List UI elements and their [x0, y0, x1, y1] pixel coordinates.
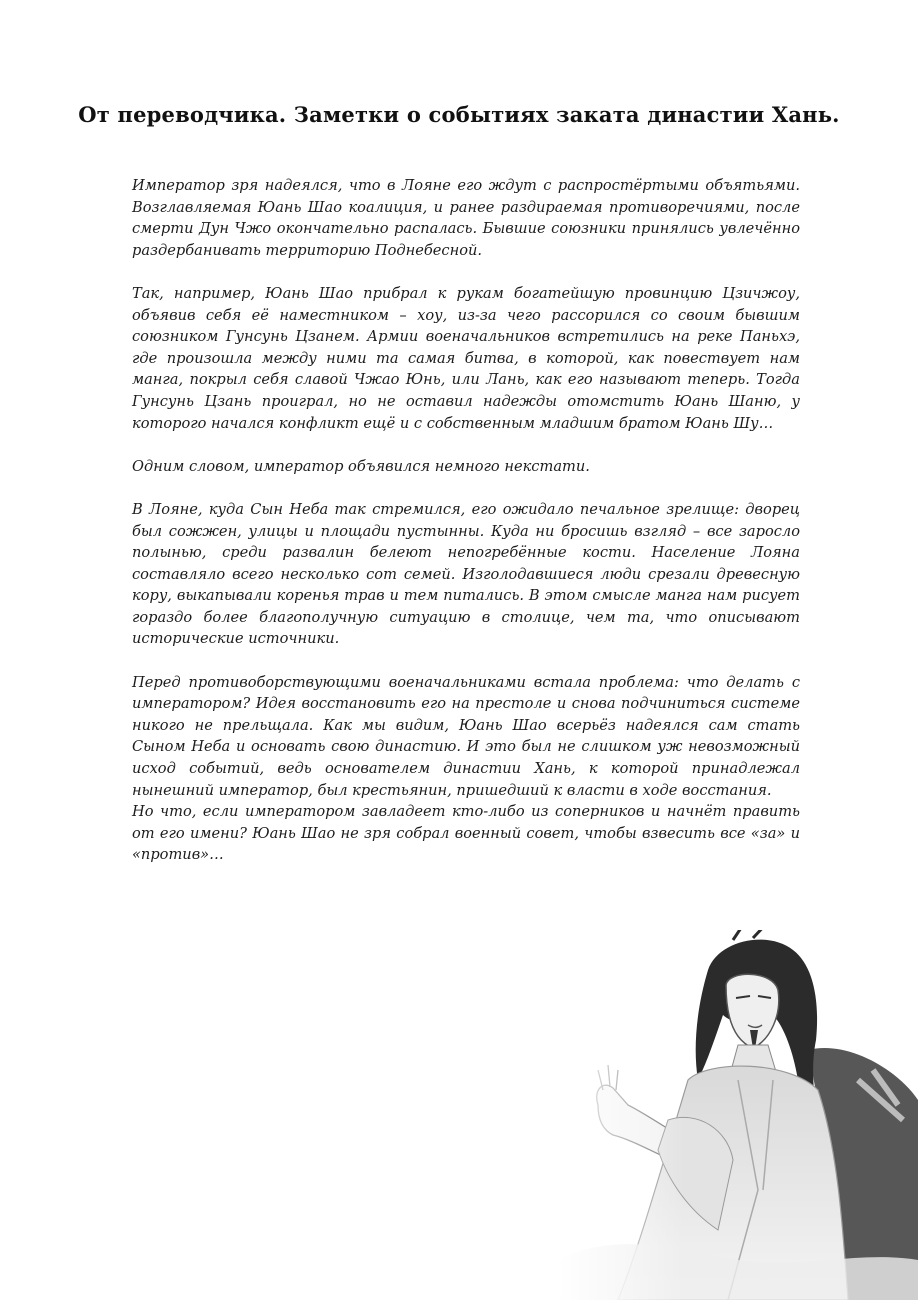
- manga-character-illustration-icon: [558, 930, 918, 1300]
- page-title: От переводчика. Заметки о событиях заката династии Хань.: [78, 102, 840, 127]
- body-text: [132, 175, 800, 888]
- paragraph-4: В Лояне, куда Сын Неба так стремился, его ожидало печальное зрелище: дворец был сожжен, улицы и площади пустынны. Куда ни бросишь взгляд – все заросло полынью, среди развалин белеют непогребённые кости. Население Лояна составляло всего несколько сот семей. Изголодавшиеся люди срезали древесную кору, выкапывали коренья трав и тем питались. В этом смысле манга нам рисует гораздо более благополучную ситуацию в столице, чем та, что описывают исторические источники.: [132, 500, 800, 648]
- paragraph-3: Одним словом, император объявился немного некстати.: [132, 457, 590, 475]
- paragraph-2: Так, например, Юань Шао прибрал к рукам богатейшую провинцию Цзичжоу, объявив себя её наместником – хоу, из-за чего рассорился со своим бывшим союзником Гунсунь Цзанем. Армии военачальников встретились на реке Паньхэ, где произошла между ними та самая битва, в которой, как повествует нам манга, покрыл себя славой Чжао Юнь, или Лань, как его называют теперь. Тогда Гунсунь Цзань проиграл, но не оставил надежды отомстить Юань Шаню, у которого начался конфликт ещё и с собственным младшим братом Юань Шу…: [132, 284, 800, 432]
- paragraph-1: Император зря надеялся, что в Лояне его ждут с распростёртыми объятьями. Возглавляемая Юань Шао коалиция, и ранее раздираемая противоречиями, после смерти Дун Чжо окончательно распалась. Бывшие союзники принялись увлечённо раздербанивать территорию Поднебесной.: [132, 177, 800, 259]
- paragraph-6: Но что, если императором завладеет кто-либо из соперников и начнёт править от его имени? Юань Шао не зря собрал военный совет, чтобы взвесить все «за» и «против»…: [132, 803, 800, 864]
- paragraph-5: Перед противоборствующими военачальниками встала проблема: что делать с императором? Идея восстановить его на престоле и снова подчиниться системе никого не прельщала. Как мы видим, Юань Шао всерьёз надеялся сам стать Сыном Неба и основать свою династию. И это был не слишком уж невозможный исход событий, ведь основателем династии Хань, к которой принадлежал нынешний император, был крестьянин, пришедший к власти в ходе восстания.: [132, 673, 800, 799]
